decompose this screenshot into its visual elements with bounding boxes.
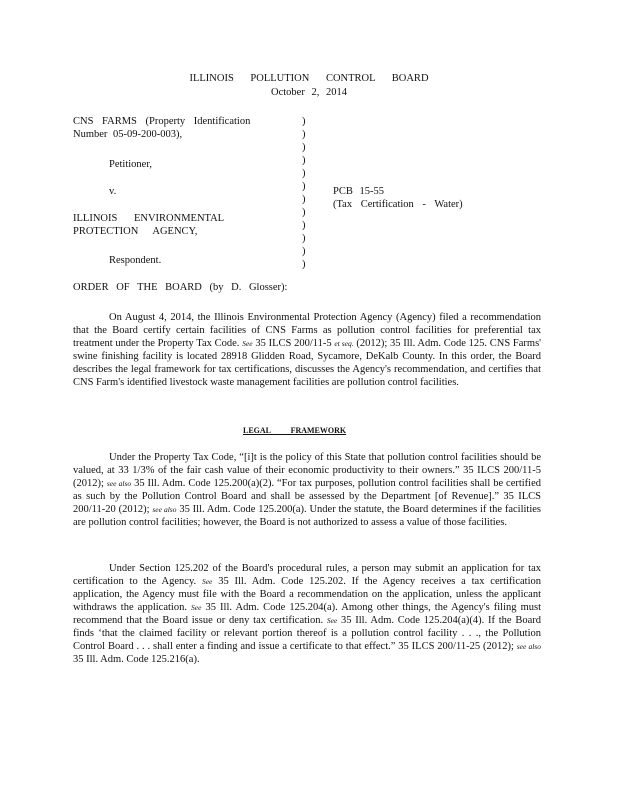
paragraph-text: 35 Ill. Adm. Code 125.202. If the Agency receives a tax certification application, the Agency must file with the Board a recommendation on the application, unless the applicant withdraws the application. [73,576,541,613]
citation-signal: See [242,339,253,348]
paragraph-text: Under the Property Tax Code, “[i]t is the policy of this State that pollution control facilities should be valued, at 33 1/3% of the fair cash value of their economic productivity to their owners.” 35 ILCS 200/11-5 (2012); [73,452,541,489]
paragraph-intro [73,311,541,389]
caption-paren: ) [302,142,306,153]
petitioner-name-line1: CNS FARMS (Property Identification [73,116,251,127]
paragraph-text: 35 Ill. Adm. Code 125.216(a). [73,654,200,665]
paragraph-text: 35 Ill. Adm. Code 125.204(a)(4). If the Board finds ‘that the claimed facility or relevant portion thereof is a pollution control facility . . ., the Pollution Control Board . . . shall enter a finding and issue a certificate to that effect.” 35 ILCS 200/11-25 (2012); [73,615,541,652]
paragraph-text: 35 Ill. Adm. Code 125.200(a). Under the statute, the Board determines if the facilities are pollution control facilities; however, the Board is not authorized to assess a value of those facilities. [73,504,542,528]
caption-paren: ) [302,181,306,192]
caption-paren: ) [302,194,306,205]
caption-paren-column [302,115,312,271]
case-number: PCB 15-55 [333,186,384,197]
petitioner-name-line2: Number 05-09-200-003), [73,129,183,140]
caption-paren: ) [302,155,306,166]
paragraph-legal-framework [73,451,541,529]
caption-paren: ) [302,220,306,231]
petitioner-label: Petitioner, [109,159,153,170]
paragraph-text: Under Section 125.202 of the Board's procedural rules, a person may submit an application for tax certification to the Agency. [73,563,541,587]
paragraph-procedural-rules [73,562,541,666]
paragraph-text: (2012); 35 Ill. Adm. Code 125. CNS Farms' swine finishing facility is located 28918 Glidden Road, Sycamore, DeKalb County. In this order, the Board describes the legal framework for tax certifications, discusses the Agency's recommendation, and certifies that CNS Farm's identified livestock waste management facilities are pollution control facilities. [73,338,542,388]
order-date: October 2, 2014 [271,87,347,98]
citation-signal: See [326,616,338,625]
caption-paren: ) [302,116,306,127]
agency-title: ILLINOIS POLLUTION CONTROL BOARD [189,73,429,84]
paragraph-text: 35 Ill. Adm. Code 125.200(a)(2). “For tax purposes, pollution control facilities shall be certified as such by the Pollution Control Board and shall be assessed by the Department [of Revenue].” 35 ILCS 200/11-20 (2012); [73,478,542,515]
citation-signal: See [191,603,202,612]
section-heading: LEGAL FRAMEWORK [243,426,347,435]
respondent-label: Respondent. [109,255,162,266]
paragraph-text: 35 ILCS 200/11-5 [255,338,332,349]
respondent-name-line1: ILLINOIS ENVIRONMENTAL [73,213,225,224]
citation-signal: See [201,577,213,586]
caption-paren: ) [302,233,306,244]
caption-paren: ) [302,168,306,179]
citation-signal: see also [152,505,177,514]
citation-signal: et seq. [334,339,354,348]
respondent-name-line2: PROTECTION AGENCY, [73,226,198,237]
caption-paren: ) [302,246,306,257]
paragraph-text: On August 4, 2014, the Illinois Environmental Protection Agency (Agency) filed a recommendation that the Board certify certain facilities of CNS Farms as pollution control facilities for preferential tax treatment under the Property Tax Code. [73,312,541,349]
caption-paren: ) [302,259,306,270]
citation-signal: see also [516,642,541,651]
caption-paren: ) [302,207,306,218]
citation-signal: see also [106,479,132,488]
paragraph-text: 35 Ill. Adm. Code 125.204(a). Among other things, the Agency's filing must recommend that the Board issue or deny tax certification. [73,602,541,626]
versus-label: v. [109,186,117,197]
caption-paren: ) [302,129,306,140]
order-heading: ORDER OF THE BOARD (by D. Glosser): [73,282,288,293]
case-type: (Tax Certification - Water) [333,199,463,210]
